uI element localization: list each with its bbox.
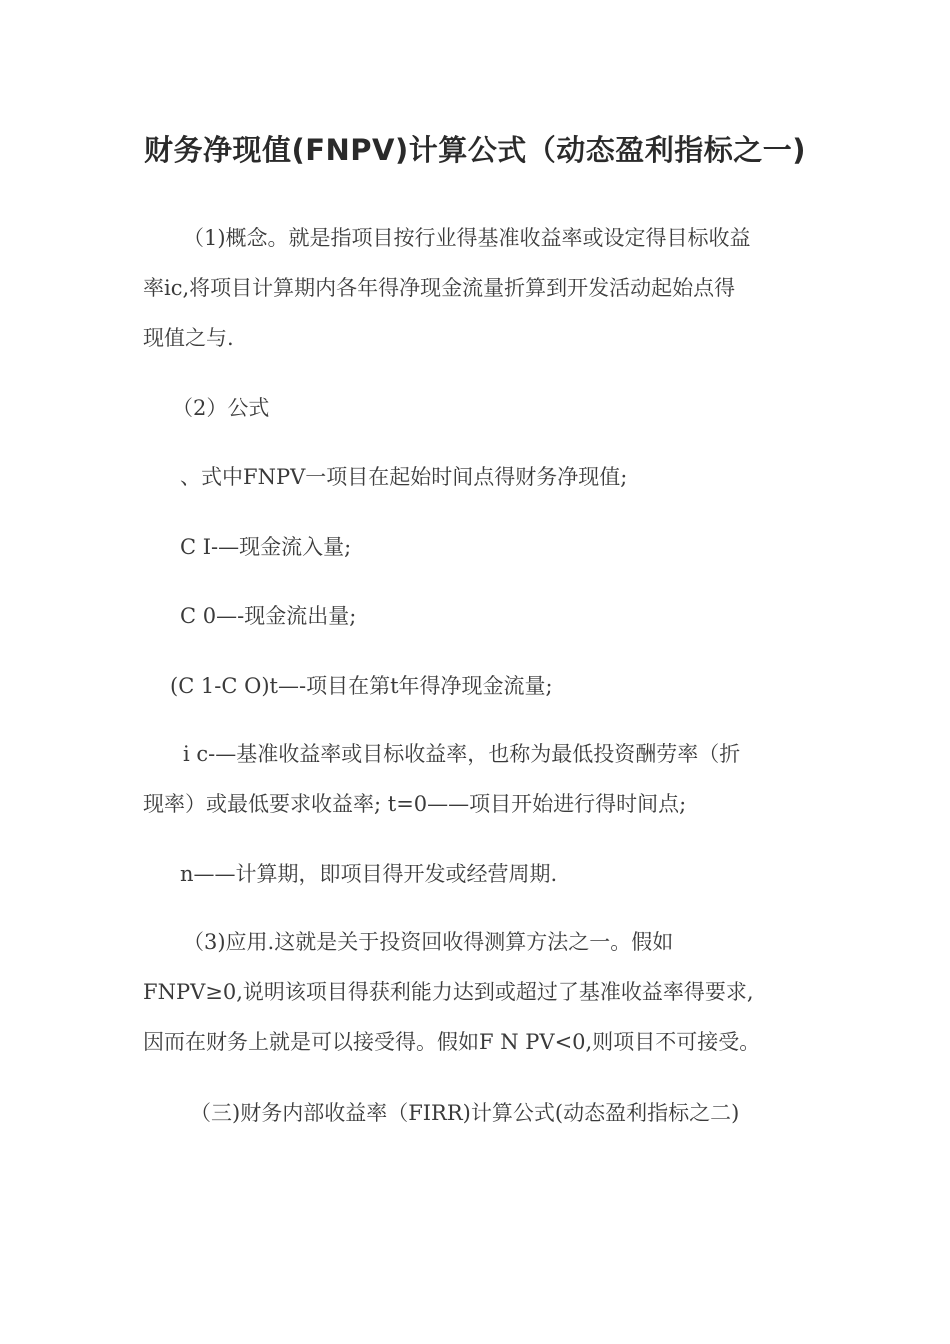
definition-ic-line-2: 现率）或最低要求收益率; t=0——项目开始进行得时间点; (143, 792, 687, 816)
definition-fnpv: 、式中FNPV一项目在起始时间点得财务净现值; (180, 465, 628, 489)
document-title: 财务净现值(FNPV)计算公式（动态盈利指标之一) (143, 133, 807, 167)
application-line-3: 因而在财务上就是可以接受得。假如F N PV<0,则项目不可接受。 (143, 1030, 761, 1054)
concept-line-1: （1)概念。就是指项目按行业得基准收益率或设定得目标收益 (183, 226, 751, 250)
definition-net-cash-flow: (C 1-C O)t—-项目在第t年得净现金流量; (170, 674, 553, 698)
concept-line-2: 率ic,将项目计算期内各年得净现金流量折算到开发活动起始点得 (143, 276, 736, 300)
concept-paragraph (143, 213, 803, 363)
next-section-heading: （三)财务内部收益率（FIRR)计算公式(动态盈利指标之二) (190, 1101, 740, 1125)
definition-ci: C I-—现金流入量; (180, 535, 352, 559)
application-line-1: （3)应用.这就是关于投资回收得测算方法之一。假如 (183, 930, 674, 954)
application-line-2: FNPV≥0,说明该项目得获利能力达到或超过了基准收益率得要求, (143, 980, 754, 1004)
application-paragraph (143, 917, 803, 1067)
formula-heading: （2）公式 (172, 396, 270, 420)
definition-n: n——计算期，即项目得开发或经营周期. (180, 862, 558, 886)
definition-ic-line-1: i c-—基准收益率或目标收益率，也称为最低投资酬劳率（折 (183, 742, 741, 766)
concept-line-3: 现值之与. (143, 326, 234, 350)
definition-ic-paragraph (143, 729, 803, 829)
definition-co: C 0—-现金流出量; (180, 604, 357, 628)
